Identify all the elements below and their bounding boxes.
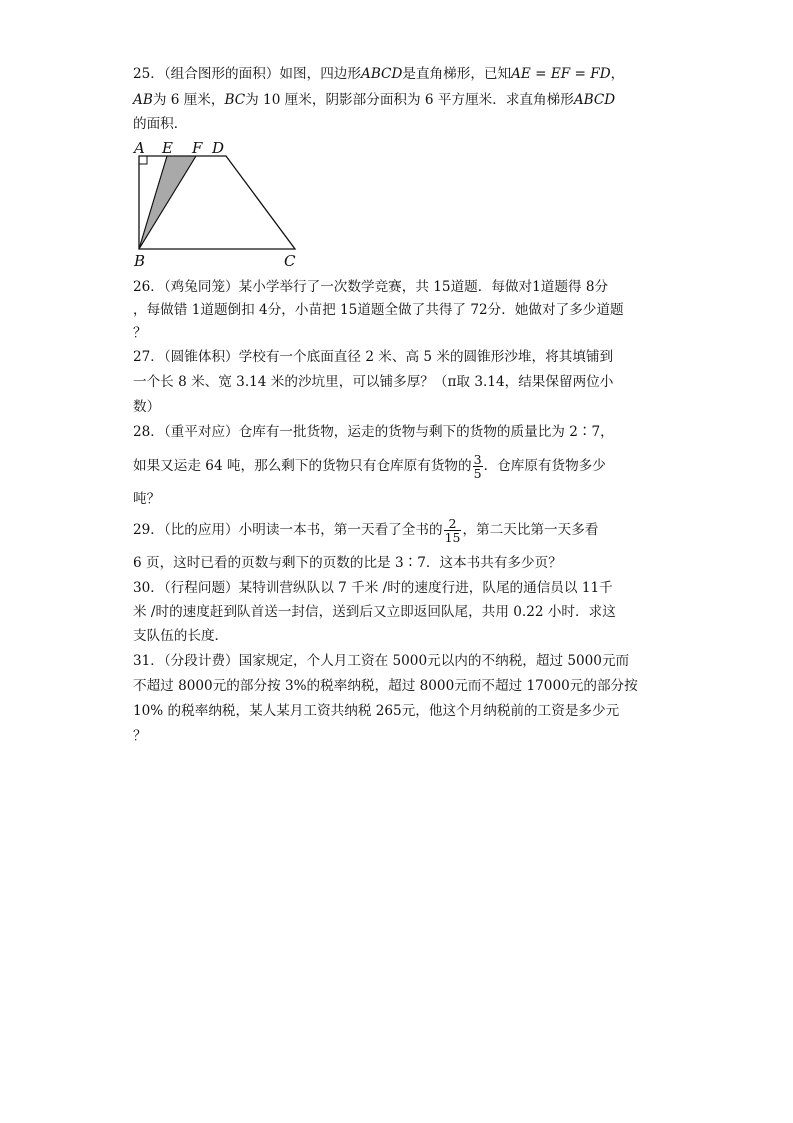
q25-line-1 (133, 64, 624, 84)
q25-line-3 (133, 114, 187, 134)
q28-line-3: 吨？ (133, 491, 161, 507)
q25-line-2 (133, 90, 615, 110)
q29-text: 29．（比的应用）小明读一本书，第一天看了全书的 (133, 522, 443, 538)
q28-line-2 (133, 452, 606, 480)
q28-line-1: 28．（重平对应）仓库有一批货物，运走的货物与剩下的货物的质量比为 2∶7， (133, 424, 614, 440)
right-angle-mark (139, 156, 147, 164)
label-b: B (134, 252, 146, 270)
fraction-three-fifths (473, 453, 483, 480)
q31-line-2: 不超过 8000元的部分按 3%的税率纳税，超过 8000元而不超过 17000元的部分按 (133, 678, 638, 694)
q25-equation: AE = EF = FD (511, 66, 611, 82)
q30-line-1: 30．（行程问题）某特训营纵队以 7 千米 /时的速度行进，队尾的通信员以 11千 (133, 580, 613, 596)
q26-line-1: 26．（鸡兔同笼）某小学举行了一次数学竞赛，共 15道题．每做对1道题得 8分 (133, 279, 609, 295)
q27-line-3: 数） (133, 399, 161, 415)
q25-text: 25．（组合图形的面积）如图，四边形 (133, 66, 361, 82)
q30-line-3: 支队伍的长度． (133, 628, 229, 644)
q25-text: 的面积． (133, 116, 188, 132)
label-f: F (192, 139, 203, 157)
q31-line-3: 10% 的税率纳税，某人某月工资共纳税 265元，他这个月纳税前的工资是多少元 (133, 703, 620, 719)
q29-line-2: 6 页，这时已看的页数与剩下的页数的比是 3∶7．这本书共有多少页？ (133, 555, 562, 571)
fraction-numerator: 3 (473, 452, 482, 467)
label-a: A (134, 139, 145, 157)
q27-line-2: 一个长 8 米、宽 3.14 米的沙坑里，可以铺多厚？（π取 3.14，结果保留两位小 (133, 374, 614, 390)
q25-text: 为 6 厘米， (152, 92, 225, 108)
q25-text: 为 10 厘米，阴影部分面积为 6 平方厘米．求直角梯形 (245, 92, 574, 108)
fraction-numerator: 2 (444, 517, 462, 531)
q25-comma: ， (610, 66, 625, 82)
q28-text: 如果又运走 64 吨，那么剩下的货物只有仓库原有货物的 (133, 458, 472, 474)
fraction-denominator: 15 (444, 530, 461, 545)
q25-bc: BC (224, 92, 246, 108)
q29-text: ，第二天比第一天多看 (462, 522, 599, 538)
trapezoid-figure (128, 136, 308, 270)
q31-line-1: 31．（分段计费）国家规定，个人月工资在 5000元以内的不纳税，超过 5000元而 (133, 653, 630, 669)
fraction-two-fifteenths (444, 517, 462, 544)
q30-line-2: 米 /时的速度赶到队首送一封信，送到后又立即返回队尾，共用 0.22 小时．求这 (133, 604, 616, 620)
q25-text: 是直角梯形，已知 (402, 66, 512, 82)
q25-abcd: ABCD (573, 92, 616, 108)
q28-text: ．仓库原有货物多少 (483, 458, 606, 474)
q31-line-4: ？ (133, 728, 147, 744)
fraction-denominator: 5 (473, 466, 482, 481)
label-d: D (212, 139, 225, 157)
q25-abcd: ABCD (361, 66, 403, 82)
q26-line-2: ，每做错 1道题倒扣 4分，小苗把 15道题全做了共得了 72分．她做对了多少道题 (133, 302, 624, 318)
q27-line-1: 27．（圆锥体积）学校有一个底面直径 2 米、高 5 米的圆锥形沙堆，将其填铺到 (133, 349, 614, 365)
q25-ab: AB (133, 92, 153, 108)
label-e: E (162, 139, 173, 157)
q26-line-3: ？ (133, 325, 147, 341)
label-c: C (284, 252, 296, 270)
q29-line-1 (133, 516, 598, 544)
